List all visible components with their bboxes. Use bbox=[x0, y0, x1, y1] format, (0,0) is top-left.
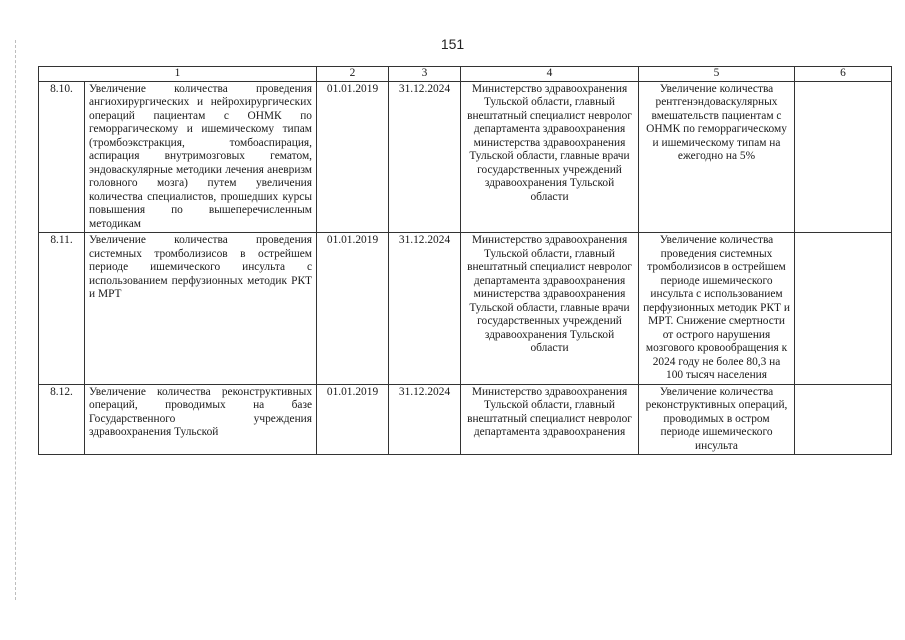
end-date: 31.12.2024 bbox=[389, 233, 461, 385]
measures-table bbox=[38, 66, 892, 455]
start-date: 01.01.2019 bbox=[317, 384, 389, 455]
header-col-1: 1 bbox=[39, 67, 317, 82]
table-row bbox=[39, 384, 892, 455]
header-col-2: 2 bbox=[317, 67, 389, 82]
note-cell bbox=[795, 384, 892, 455]
start-date: 01.01.2019 bbox=[317, 233, 389, 385]
expected-result: Увеличение количества рентгенэндоваскулярных вмешательств пациентам с ОНМК по геморрагическому и ишемическому типам на ежегодно на 5% bbox=[639, 81, 795, 233]
measure-description: Увеличение количества реконструктивных операций, проводимых на базе Государственного учреждения здравоохранения Тульской bbox=[85, 384, 317, 455]
row-number: 8.10. bbox=[39, 81, 85, 233]
expected-result: Увеличение количества проведения системных тромболизисов в острейшем периоде ишемического инсульта с использованием перфузионных методик РКТ и МРТ. Снижение смертности от острого нарушения мозгового кровообращения к 2024 году не более 80,3 на 100 тысяч населения bbox=[639, 233, 795, 385]
table-row bbox=[39, 233, 892, 385]
expected-result: Увеличение количества реконструктивных операций, проводимых в остром периоде ишемического инсульта bbox=[639, 384, 795, 455]
responsible-party: Министерство здравоохранения Тульской области, главный внештатный специалист невролог департамента здравоохранения министерства здравоохранения Тульской области, главные врачи государственных учреждений здравоохранения Тульской области bbox=[461, 81, 639, 233]
end-date: 31.12.2024 bbox=[389, 81, 461, 233]
table-row bbox=[39, 81, 892, 233]
column-number-row bbox=[39, 67, 892, 82]
note-cell bbox=[795, 81, 892, 233]
measure-description: Увеличение количества проведения ангиохирургических и нейрохирургических операций пациентам с ОНМК по геморрагическому и ишемическому типам (тромбоэкстракция, томбоаспирация, аспирация внутримозговых гематом, эндоваскулярные методики лечения аневризм головного мозга) путем увеличения количества специалистов, прошедших курсы повышения по вышеперечисленным методикам bbox=[85, 81, 317, 233]
header-col-5: 5 bbox=[639, 67, 795, 82]
row-number: 8.11. bbox=[39, 233, 85, 385]
header-col-6: 6 bbox=[795, 67, 892, 82]
header-col-3: 3 bbox=[389, 67, 461, 82]
margin-fold-mark bbox=[15, 40, 16, 600]
note-cell bbox=[795, 233, 892, 385]
responsible-party: Министерство здравоохранения Тульской области, главный внештатный специалист невролог департамента здравоохранения bbox=[461, 384, 639, 455]
row-number: 8.12. bbox=[39, 384, 85, 455]
start-date: 01.01.2019 bbox=[317, 81, 389, 233]
measure-description: Увеличение количества проведения системных тромболизисов в острейшем периоде ишемического инсульта с использованием перфузионных методик РКТ и МРТ bbox=[85, 233, 317, 385]
page-number: 151 bbox=[440, 36, 465, 52]
responsible-party: Министерство здравоохранения Тульской области, главный внештатный специалист невролог департамента здравоохранения министерства здравоохранения Тульской области, главные врачи государственных учреждений здравоохранения Тульской области bbox=[461, 233, 639, 385]
header-col-4: 4 bbox=[461, 67, 639, 82]
end-date: 31.12.2024 bbox=[389, 384, 461, 455]
